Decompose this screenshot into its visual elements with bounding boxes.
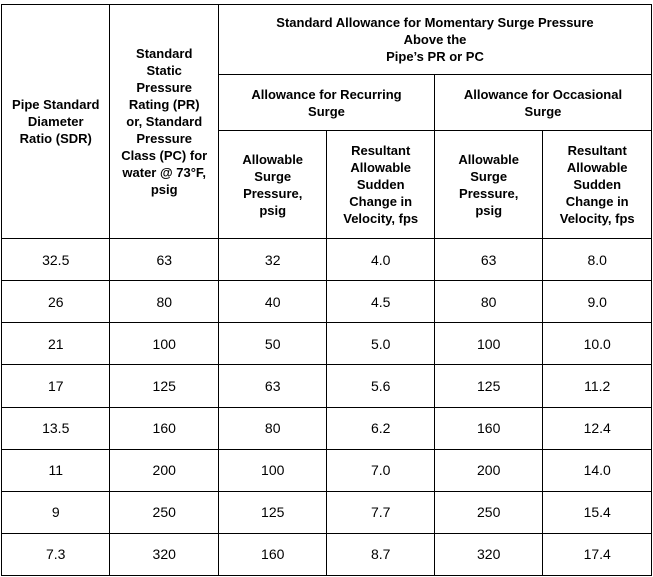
table-row xyxy=(2,491,652,533)
cell-sdr: 11 xyxy=(2,449,110,491)
surge-allowance-table xyxy=(1,4,652,576)
cell-occasional-velocity-change: 10.0 xyxy=(543,323,652,365)
table-row xyxy=(2,323,652,365)
cell-pressure-rating: 125 xyxy=(110,365,218,407)
cell-sdr: 9 xyxy=(2,491,110,533)
cell-recurring-velocity-change: 8.7 xyxy=(327,533,434,575)
cell-pressure-rating: 250 xyxy=(110,491,218,533)
cell-recurring-velocity-change: 5.0 xyxy=(327,323,434,365)
cell-recurring-surge-pressure: 160 xyxy=(218,533,326,575)
cell-sdr: 17 xyxy=(2,365,110,407)
cell-occasional-surge-pressure: 160 xyxy=(434,407,542,449)
table-row xyxy=(2,533,652,575)
cell-recurring-velocity-change: 6.2 xyxy=(327,407,434,449)
cell-pressure-rating: 320 xyxy=(110,533,218,575)
cell-occasional-surge-pressure: 80 xyxy=(434,281,542,323)
cell-occasional-velocity-change: 14.0 xyxy=(543,449,652,491)
cell-pressure-rating: 80 xyxy=(110,281,218,323)
cell-sdr: 21 xyxy=(2,323,110,365)
cell-occasional-velocity-change: 9.0 xyxy=(543,281,652,323)
cell-sdr: 26 xyxy=(2,281,110,323)
table-row xyxy=(2,407,652,449)
cell-pressure-rating: 100 xyxy=(110,323,218,365)
table-row xyxy=(2,239,652,281)
header-recurring-velocity-change: Resultant Allowable Sudden Change in Velocity, fps xyxy=(327,131,434,239)
cell-pressure-rating: 160 xyxy=(110,407,218,449)
cell-recurring-velocity-change: 4.5 xyxy=(327,281,434,323)
cell-pressure-rating: 200 xyxy=(110,449,218,491)
cell-occasional-surge-pressure: 200 xyxy=(434,449,542,491)
cell-sdr: 32.5 xyxy=(2,239,110,281)
cell-recurring-surge-pressure: 50 xyxy=(218,323,326,365)
cell-occasional-velocity-change: 11.2 xyxy=(543,365,652,407)
cell-recurring-surge-pressure: 100 xyxy=(218,449,326,491)
cell-recurring-surge-pressure: 125 xyxy=(218,491,326,533)
header-occasional-surge-pressure: Allowable Surge Pressure, psig xyxy=(434,131,542,239)
cell-occasional-velocity-change: 8.0 xyxy=(543,239,652,281)
table-row xyxy=(2,449,652,491)
cell-recurring-velocity-change: 7.0 xyxy=(327,449,434,491)
cell-occasional-surge-pressure: 250 xyxy=(434,491,542,533)
header-occasional-velocity-change: Resultant Allowable Sudden Change in Velocity, fps xyxy=(543,131,652,239)
cell-recurring-surge-pressure: 40 xyxy=(218,281,326,323)
cell-pressure-rating: 63 xyxy=(110,239,218,281)
cell-sdr: 7.3 xyxy=(2,533,110,575)
table-row xyxy=(2,365,652,407)
cell-recurring-surge-pressure: 63 xyxy=(218,365,326,407)
cell-recurring-velocity-change: 5.6 xyxy=(327,365,434,407)
cell-occasional-surge-pressure: 125 xyxy=(434,365,542,407)
cell-occasional-surge-pressure: 320 xyxy=(434,533,542,575)
cell-occasional-velocity-change: 17.4 xyxy=(543,533,652,575)
header-surge-allowance-group: Standard Allowance for Momentary Surge Pressure Above the Pipe’s PR or PC xyxy=(218,5,651,75)
cell-recurring-surge-pressure: 32 xyxy=(218,239,326,281)
header-recurring-surge-pressure: Allowable Surge Pressure, psig xyxy=(218,131,326,239)
cell-occasional-surge-pressure: 100 xyxy=(434,323,542,365)
header-pressure-rating: Standard Static Pressure Rating (PR) or, Standard Pressure Class (PC) for water @ 73°F, psig xyxy=(110,5,218,239)
cell-recurring-velocity-change: 7.7 xyxy=(327,491,434,533)
header-occasional-surge: Allowance for Occasional Surge xyxy=(434,75,651,131)
cell-recurring-surge-pressure: 80 xyxy=(218,407,326,449)
header-recurring-surge: Allowance for Recurring Surge xyxy=(218,75,434,131)
table-row xyxy=(2,281,652,323)
header-pipe-sdr: Pipe Standard Diameter Ratio (SDR) xyxy=(2,5,110,239)
cell-recurring-velocity-change: 4.0 xyxy=(327,239,434,281)
cell-occasional-velocity-change: 12.4 xyxy=(543,407,652,449)
cell-occasional-surge-pressure: 63 xyxy=(434,239,542,281)
cell-sdr: 13.5 xyxy=(2,407,110,449)
cell-occasional-velocity-change: 15.4 xyxy=(543,491,652,533)
